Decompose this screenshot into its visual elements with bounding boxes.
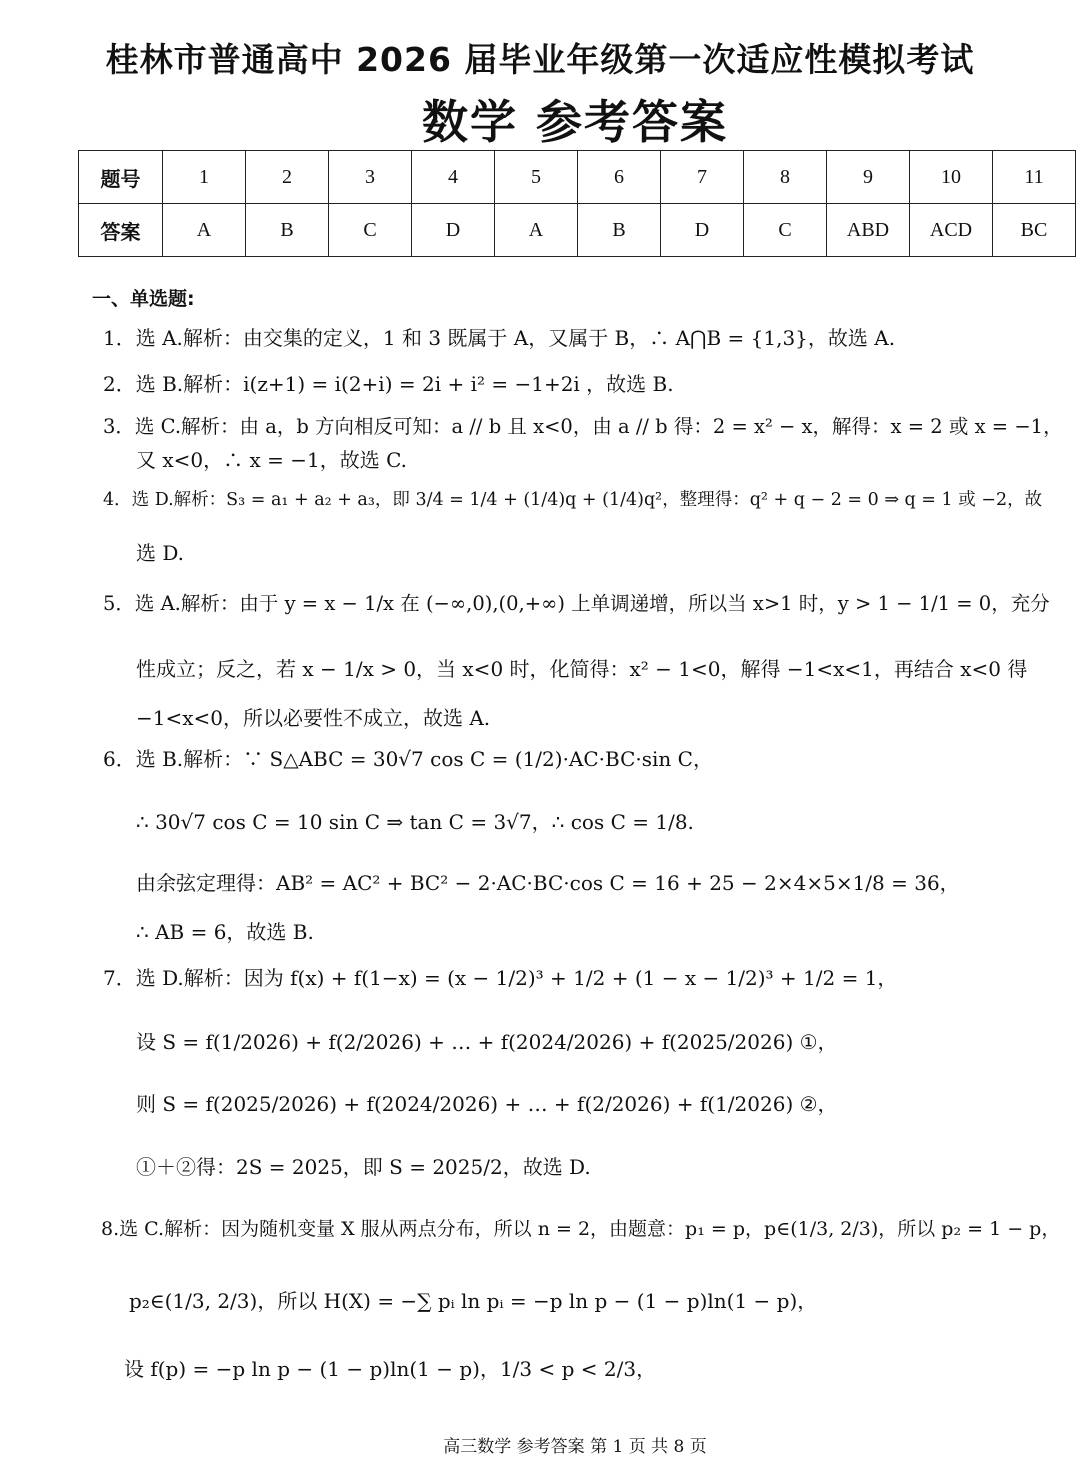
solution-line: 性成立；反之，若 x − 1/x > 0，当 x<0 时，化简得：x² − 1<0，解得 −1<x<1，再结合 x<0 得 [136, 657, 1028, 681]
answer-cell: ACD [910, 204, 993, 257]
table-row [79, 204, 1076, 257]
question-number: 11 [993, 151, 1076, 204]
solution-line: 由余弦定理得：AB² = AC² + BC² − 2·AC·BC·cos C = 16 + 25 − 2×4×5×1/8 = 36， [136, 871, 960, 895]
answer-cell: D [412, 204, 495, 257]
row-label: 题号 [79, 151, 163, 204]
question-number: 1 [163, 151, 246, 204]
solution-line: 7．选 D.解析：因为 f(x) + f(1−x) = (x − 1/2)³ + 1/2 + (1 − x − 1/2)³ + 1/2 = 1， [103, 966, 898, 990]
exam-title: 桂林市普通高中 2026 届毕业年级第一次适应性模拟考试 [105, 40, 975, 79]
answer-cell: ABD [827, 204, 910, 257]
solution-line: ∴ AB = 6，故选 B. [136, 920, 314, 944]
solution-line: 1．选 A.解析：由交集的定义，1 和 3 既属于 A，又属于 B，∴ A⋂B = {1,3}，故选 A. [103, 326, 896, 350]
row-label: 答案 [79, 204, 163, 257]
answer-cell: A [495, 204, 578, 257]
question-number: 10 [910, 151, 993, 204]
answer-cell: C [744, 204, 827, 257]
answer-cell: A [163, 204, 246, 257]
solution-line: 选 D. [136, 541, 185, 565]
answer-cell: C [329, 204, 412, 257]
section-heading: 一、单选题: [92, 288, 195, 310]
solution-line: ∴ 30√7 cos C = 10 sin C ⇒ tan C = 3√7，∴ cos C = 1/8. [136, 810, 694, 834]
question-number: 7 [661, 151, 744, 204]
solution-line: ①＋②得：2S = 2025，即 S = 2025/2，故选 D. [136, 1155, 591, 1179]
solution-line: p₂∈(1/3, 2/3)，所以 H(X) = −∑ pᵢ ln pᵢ = −p ln p − (1 − p)ln(1 − p)， [129, 1289, 818, 1313]
table-row [79, 151, 1076, 204]
question-number: 8 [744, 151, 827, 204]
answer-cell: B [246, 204, 329, 257]
solution-line: 2．选 B.解析：i(z+1) = i(2+i) = 2i + i² = −1+2i ，故选 B. [103, 372, 674, 396]
solution-line: 8.选 C.解析：因为随机变量 X 服从两点分布，所以 n = 2，由题意：p₁ = p，p∈(1/3, 2/3)，所以 p₂ = 1 − p， [101, 1218, 1061, 1240]
solution-line: 5．选 A.解析：由于 y = x − 1/x 在 (−∞,0),(0,+∞) 上单调递增，所以当 x>1 时，y > 1 − 1/1 = 0，充分 [103, 592, 1050, 615]
page-footer: 高三数学 参考答案 第 1 页 共 8 页 [443, 1437, 707, 1457]
solution-line: 6．选 B.解析：∵ S△ABC = 30√7 cos C = (1/2)·AC·BC·sin C， [103, 747, 713, 771]
solution-line: 则 S = f(2025/2026) + f(2024/2026) + … + f(2/2026) + f(1/2026) ②， [136, 1092, 838, 1116]
question-number: 2 [246, 151, 329, 204]
solution-line: 设 S = f(1/2026) + f(2/2026) + … + f(2024/2026) + f(2025/2026) ①， [136, 1030, 838, 1054]
page-subtitle: 数学 参考答案 [421, 95, 728, 149]
answer-cell: D [661, 204, 744, 257]
solution-line: 设 f(p) = −p ln p − (1 − p)ln(1 − p)，1/3 < p < 2/3， [124, 1357, 657, 1381]
answer-cell: BC [993, 204, 1076, 257]
question-number: 9 [827, 151, 910, 204]
answer-cell: B [578, 204, 661, 257]
solution-line: 又 x<0，∴ x = −1，故选 C. [136, 448, 408, 472]
solution-line: 3．选 C.解析：由 a，b 方向相反可知：a // b 且 x<0，由 a // b 得：2 = x² − x，解得：x = 2 或 x = −1， [103, 415, 1063, 438]
question-number: 5 [495, 151, 578, 204]
question-number: 3 [329, 151, 412, 204]
solution-line: −1<x<0，所以必要性不成立，故选 A. [136, 706, 491, 730]
question-number: 6 [578, 151, 661, 204]
solution-line: 4．选 D.解析：S₃ = a₁ + a₂ + a₃，即 3/4 = 1/4 + (1/4)q + (1/4)q²，整理得：q² + q − 2 = 0 ⇒ q = 1 或 −2，故 [103, 490, 1043, 510]
question-number: 4 [412, 151, 495, 204]
answer-table [78, 150, 1076, 257]
